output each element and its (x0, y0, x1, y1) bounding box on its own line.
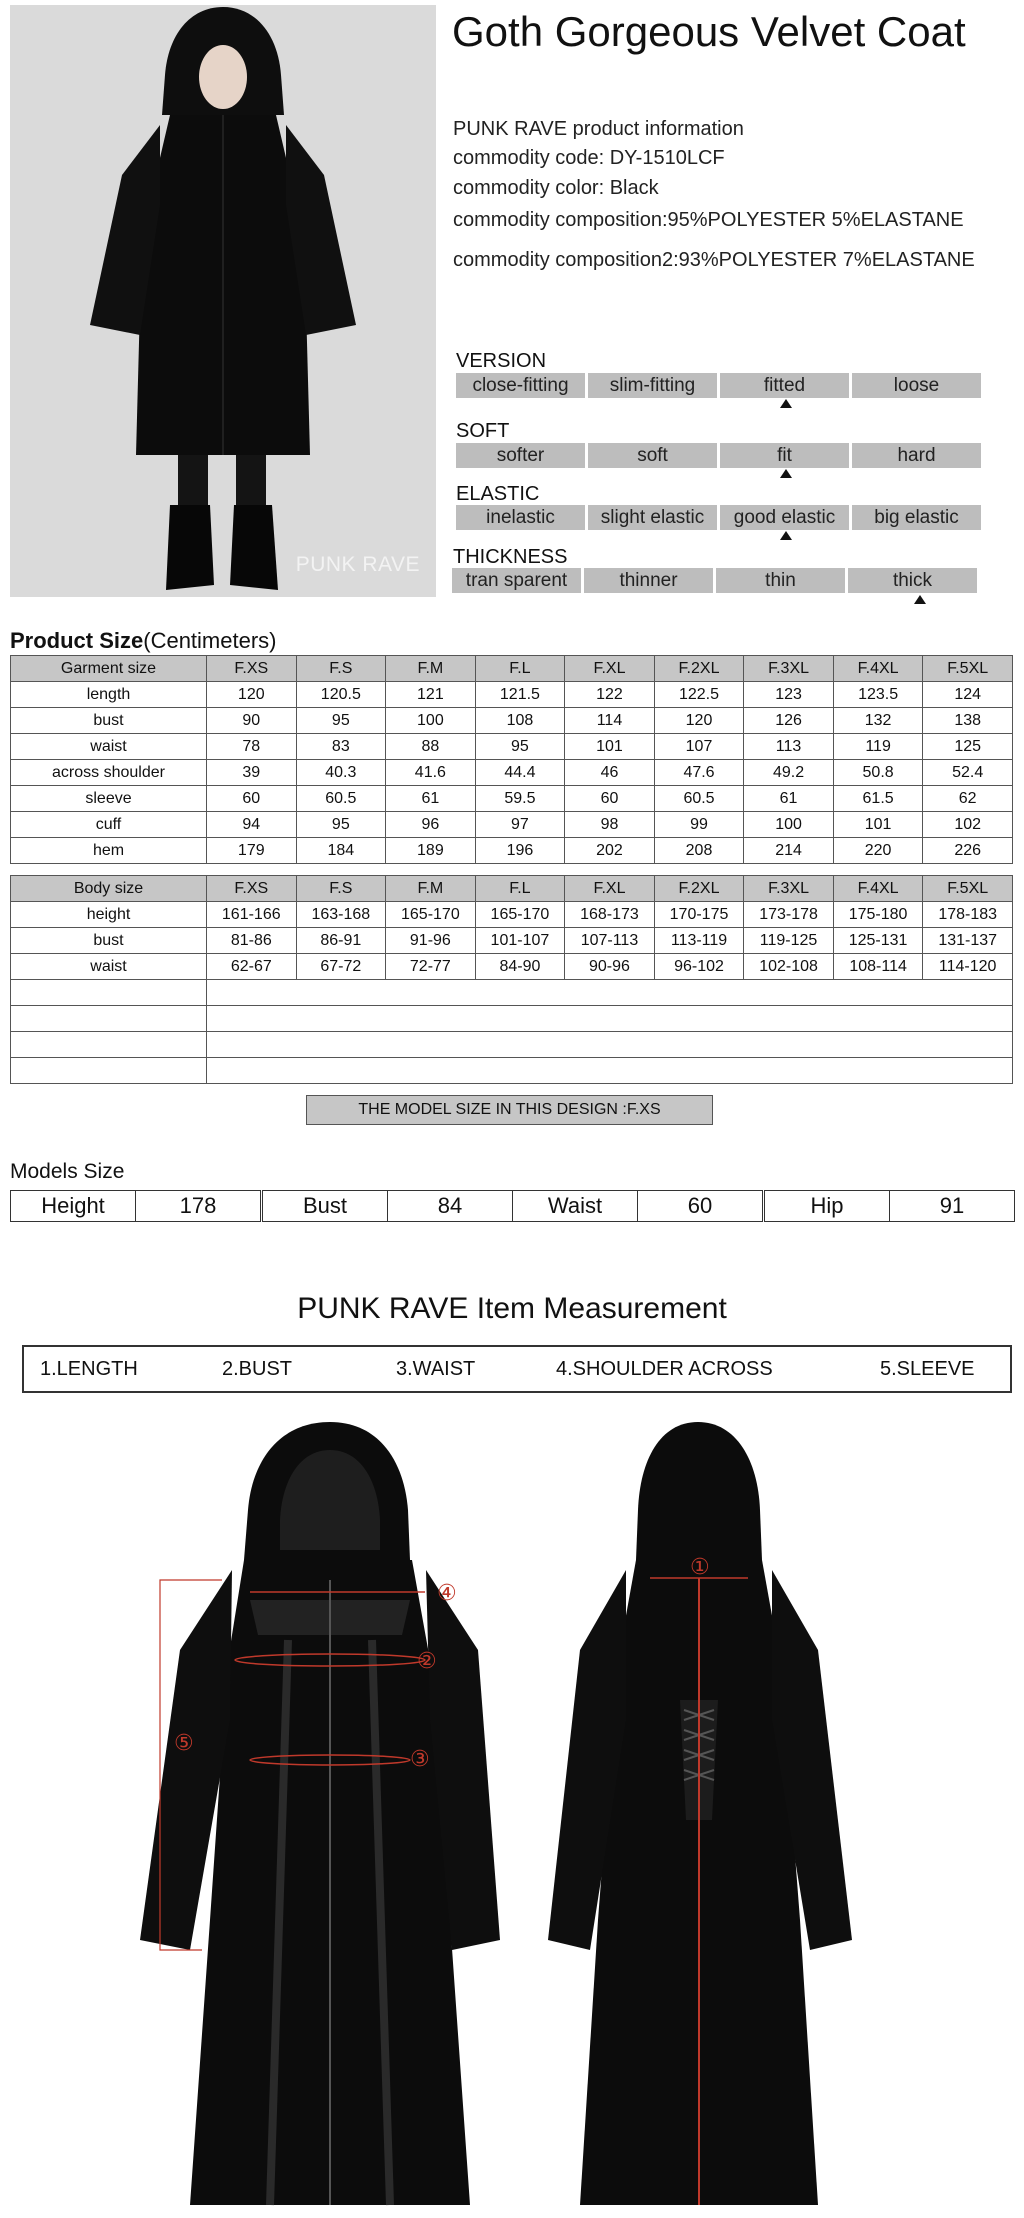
row-label: waist (11, 954, 207, 980)
scale-thickness (452, 568, 977, 593)
info-composition2: commodity composition2:93%POLYESTER 7%ELASTANE (453, 249, 975, 271)
info-composition: commodity composition:95%POLYESTER 5%ELASTANE (453, 209, 964, 231)
table-cell: 60.5 (296, 786, 386, 812)
table-cell: 123 (744, 682, 834, 708)
table-cell: 196 (475, 838, 565, 864)
table-cell: 173-178 (744, 902, 834, 928)
row-label: bust (11, 928, 207, 954)
table-row (11, 928, 1013, 954)
table-cell: 96-102 (654, 954, 744, 980)
table-row (11, 838, 1013, 864)
table-cell: 113-119 (654, 928, 744, 954)
product-size-unit: (Centimeters) (143, 628, 277, 653)
legend-waist: 3.WAIST (396, 1358, 476, 1380)
table-cell: 165-170 (386, 902, 476, 928)
table-cell: 220 (833, 838, 923, 864)
scale-option: good elastic (720, 505, 849, 530)
column-header: F.XS (207, 876, 297, 902)
product-size-title: Product Size (10, 628, 144, 653)
table-cell: 125-131 (833, 928, 923, 954)
table-cell: 61 (386, 786, 476, 812)
body-size-table (10, 875, 1013, 1084)
column-header: F.5XL (923, 656, 1013, 682)
table-row (11, 760, 1013, 786)
table-cell: 178-183 (923, 902, 1013, 928)
product-title: Goth Gorgeous Velvet Coat (452, 8, 966, 55)
model-value-bust: 84 (388, 1191, 513, 1222)
table-cell: 107-113 (565, 928, 655, 954)
table-cell: 163-168 (296, 902, 386, 928)
scale-option: soft (588, 443, 717, 468)
table-cell: 60.5 (654, 786, 744, 812)
table-cell: 90-96 (565, 954, 655, 980)
table-cell: 120 (654, 708, 744, 734)
column-header: F.S (296, 656, 386, 682)
table-cell: 84-90 (475, 954, 565, 980)
models-size-table (512, 1190, 763, 1222)
scale-elastic (456, 505, 981, 530)
row-label: hem (11, 838, 207, 864)
info-code: commodity code: DY-1510LCF (453, 147, 725, 169)
scale-option: thinner (584, 568, 713, 593)
table-cell: 100 (744, 812, 834, 838)
scale-option: fit (720, 443, 849, 468)
scale-title-elastic: ELASTIC (456, 483, 540, 505)
coat-front-illustration (140, 1420, 500, 2210)
row-label: height (11, 902, 207, 928)
table-cell: 98 (565, 812, 655, 838)
table-cell: 121.5 (475, 682, 565, 708)
selected-marker-elastic (780, 531, 792, 540)
table-header-row (11, 876, 1013, 902)
column-header: F.M (386, 876, 476, 902)
scale-option: softer (456, 443, 585, 468)
table-cell: 95 (475, 734, 565, 760)
column-header: F.L (475, 656, 565, 682)
column-header: F.2XL (654, 656, 744, 682)
model-value-height: 178 (136, 1191, 261, 1222)
table-cell: 208 (654, 838, 744, 864)
row-label: across shoulder (11, 760, 207, 786)
model-value-hip: 91 (890, 1191, 1015, 1222)
coat-back-illustration (540, 1420, 860, 2210)
table-cell: 88 (386, 734, 476, 760)
table-row (11, 902, 1013, 928)
table-cell: 161-166 (207, 902, 297, 928)
empty-cell (11, 1032, 207, 1058)
column-header: F.3XL (744, 656, 834, 682)
scale-option: slim-fitting (588, 373, 717, 398)
table-cell: 46 (565, 760, 655, 786)
row-label: sleeve (11, 786, 207, 812)
table-row (11, 708, 1013, 734)
models-size-heading: Models Size (10, 1160, 125, 1183)
scale-option: close-fitting (456, 373, 585, 398)
table-cell: 119 (833, 734, 923, 760)
table-cell: 125 (923, 734, 1013, 760)
table-cell: 122.5 (654, 682, 744, 708)
model-label-bust: Bust (263, 1191, 388, 1222)
table-cell: 119-125 (744, 928, 834, 954)
photo-watermark: PUNK RAVE (295, 553, 420, 576)
scale-title-version: VERSION (456, 350, 547, 372)
model-label-hip: Hip (765, 1191, 890, 1222)
empty-row (11, 980, 1013, 1006)
table-cell: 126 (744, 708, 834, 734)
marker-waist: ③ (410, 1746, 430, 1771)
table-cell: 94 (207, 812, 297, 838)
scale-option: thick (848, 568, 977, 593)
table-cell: 61.5 (833, 786, 923, 812)
table-cell: 101 (565, 734, 655, 760)
table-cell: 90 (207, 708, 297, 734)
legend-length: 1.LENGTH (40, 1358, 138, 1380)
table-cell: 168-173 (565, 902, 655, 928)
table-row (11, 954, 1013, 980)
table-cell: 78 (207, 734, 297, 760)
empty-row (11, 1032, 1013, 1058)
product-photo (10, 5, 436, 597)
scale-title-soft: SOFT (456, 420, 510, 442)
legend-bust: 2.BUST (222, 1358, 293, 1380)
column-header: F.3XL (744, 876, 834, 902)
table-cell: 120.5 (296, 682, 386, 708)
table-cell: 113 (744, 734, 834, 760)
table-cell: 50.8 (833, 760, 923, 786)
table-cell: 114 (565, 708, 655, 734)
models-size-table (764, 1190, 1015, 1222)
table-cell: 60 (207, 786, 297, 812)
table-cell: 120 (207, 682, 297, 708)
table-cell: 49.2 (744, 760, 834, 786)
model-label-waist: Waist (513, 1191, 638, 1222)
scale-title-thickness: THICKNESS (453, 546, 568, 568)
scale-option: thin (716, 568, 845, 593)
table-cell: 52.4 (923, 760, 1013, 786)
table-cell: 39 (207, 760, 297, 786)
table-cell: 41.6 (386, 760, 476, 786)
table-cell: 97 (475, 812, 565, 838)
table-cell: 67-72 (296, 954, 386, 980)
column-header: F.2XL (654, 876, 744, 902)
table-cell: 99 (654, 812, 744, 838)
column-header: F.M (386, 656, 476, 682)
scale-option: loose (852, 373, 981, 398)
scale-option: slight elastic (588, 505, 717, 530)
scale-option: tran sparent (452, 568, 581, 593)
empty-cell (207, 1006, 1013, 1032)
table-header-row (11, 656, 1013, 682)
table-row (11, 682, 1013, 708)
table-cell: 102-108 (744, 954, 834, 980)
scale-soft (456, 443, 981, 468)
table-cell: 44.4 (475, 760, 565, 786)
table-cell: 102 (923, 812, 1013, 838)
measurement-legend-box (22, 1345, 1012, 1393)
scale-option: fitted (720, 373, 849, 398)
table-cell: 108 (475, 708, 565, 734)
column-header: Garment size (11, 656, 207, 682)
table-cell: 214 (744, 838, 834, 864)
table-cell: 165-170 (475, 902, 565, 928)
empty-cell (207, 980, 1013, 1006)
table-cell: 62-67 (207, 954, 297, 980)
column-header: Body size (11, 876, 207, 902)
table-cell: 96 (386, 812, 476, 838)
product-size-table (10, 655, 1013, 864)
table-cell: 138 (923, 708, 1013, 734)
marker-length: ① (690, 1554, 710, 1579)
legend-sleeve: 5.SLEEVE (880, 1358, 975, 1380)
model-value-waist: 60 (638, 1191, 763, 1222)
empty-cell (11, 1058, 207, 1084)
table-cell: 123.5 (833, 682, 923, 708)
row-label: length (11, 682, 207, 708)
table-cell: 62 (923, 786, 1013, 812)
table-cell: 72-77 (386, 954, 476, 980)
measurement-title: PUNK RAVE Item Measurement (297, 1292, 727, 1325)
column-header: F.5XL (923, 876, 1013, 902)
empty-cell (207, 1032, 1013, 1058)
scale-option: hard (852, 443, 981, 468)
table-cell: 40.3 (296, 760, 386, 786)
row-label: bust (11, 708, 207, 734)
table-cell: 107 (654, 734, 744, 760)
legend-shoulder: 4.SHOULDER ACROSS (556, 1358, 773, 1380)
table-cell: 121 (386, 682, 476, 708)
table-cell: 184 (296, 838, 386, 864)
info-brand: PUNK RAVE product information (453, 118, 744, 140)
model-silhouette (10, 5, 436, 597)
empty-row (11, 1058, 1013, 1084)
table-cell: 131-137 (923, 928, 1013, 954)
table-cell: 95 (296, 708, 386, 734)
table-cell: 81-86 (207, 928, 297, 954)
column-header: F.XS (207, 656, 297, 682)
table-cell: 202 (565, 838, 655, 864)
scale-option: big elastic (852, 505, 981, 530)
table-cell: 59.5 (475, 786, 565, 812)
table-row (11, 786, 1013, 812)
table-row (11, 812, 1013, 838)
table-cell: 101 (833, 812, 923, 838)
table-cell: 101-107 (475, 928, 565, 954)
models-size-table (10, 1190, 261, 1222)
table-cell: 95 (296, 812, 386, 838)
scale-version (456, 373, 981, 398)
table-cell: 47.6 (654, 760, 744, 786)
table-cell: 179 (207, 838, 297, 864)
table-cell: 100 (386, 708, 476, 734)
selected-marker-soft (780, 469, 792, 478)
empty-cell (11, 980, 207, 1006)
row-label: cuff (11, 812, 207, 838)
table-cell: 108-114 (833, 954, 923, 980)
column-header: F.L (475, 876, 565, 902)
column-header: F.4XL (833, 876, 923, 902)
table-cell: 175-180 (833, 902, 923, 928)
table-cell: 124 (923, 682, 1013, 708)
marker-shoulder: ④ (437, 1580, 457, 1605)
empty-cell (11, 1006, 207, 1032)
table-cell: 226 (923, 838, 1013, 864)
column-header: F.4XL (833, 656, 923, 682)
table-cell: 114-120 (923, 954, 1013, 980)
table-cell: 132 (833, 708, 923, 734)
models-size-table (262, 1190, 513, 1222)
table-cell: 83 (296, 734, 386, 760)
column-header: F.XL (565, 876, 655, 902)
table-cell: 122 (565, 682, 655, 708)
model-size-note: THE MODEL SIZE IN THIS DESIGN :F.XS (306, 1095, 713, 1125)
table-row (11, 734, 1013, 760)
marker-bust: ② (417, 1648, 437, 1673)
marker-sleeve: ⑤ (174, 1730, 194, 1755)
selected-marker-version (780, 399, 792, 408)
table-cell: 189 (386, 838, 476, 864)
table-cell: 60 (565, 786, 655, 812)
info-color: commodity color: Black (453, 177, 659, 199)
model-label-height: Height (11, 1191, 136, 1222)
table-cell: 61 (744, 786, 834, 812)
column-header: F.XL (565, 656, 655, 682)
selected-marker-thickness (914, 595, 926, 604)
row-label: waist (11, 734, 207, 760)
column-header: F.S (296, 876, 386, 902)
empty-row (11, 1006, 1013, 1032)
table-cell: 170-175 (654, 902, 744, 928)
table-cell: 86-91 (296, 928, 386, 954)
scale-option: inelastic (456, 505, 585, 530)
product-size-heading (10, 628, 277, 654)
empty-cell (207, 1058, 1013, 1084)
table-cell: 91-96 (386, 928, 476, 954)
